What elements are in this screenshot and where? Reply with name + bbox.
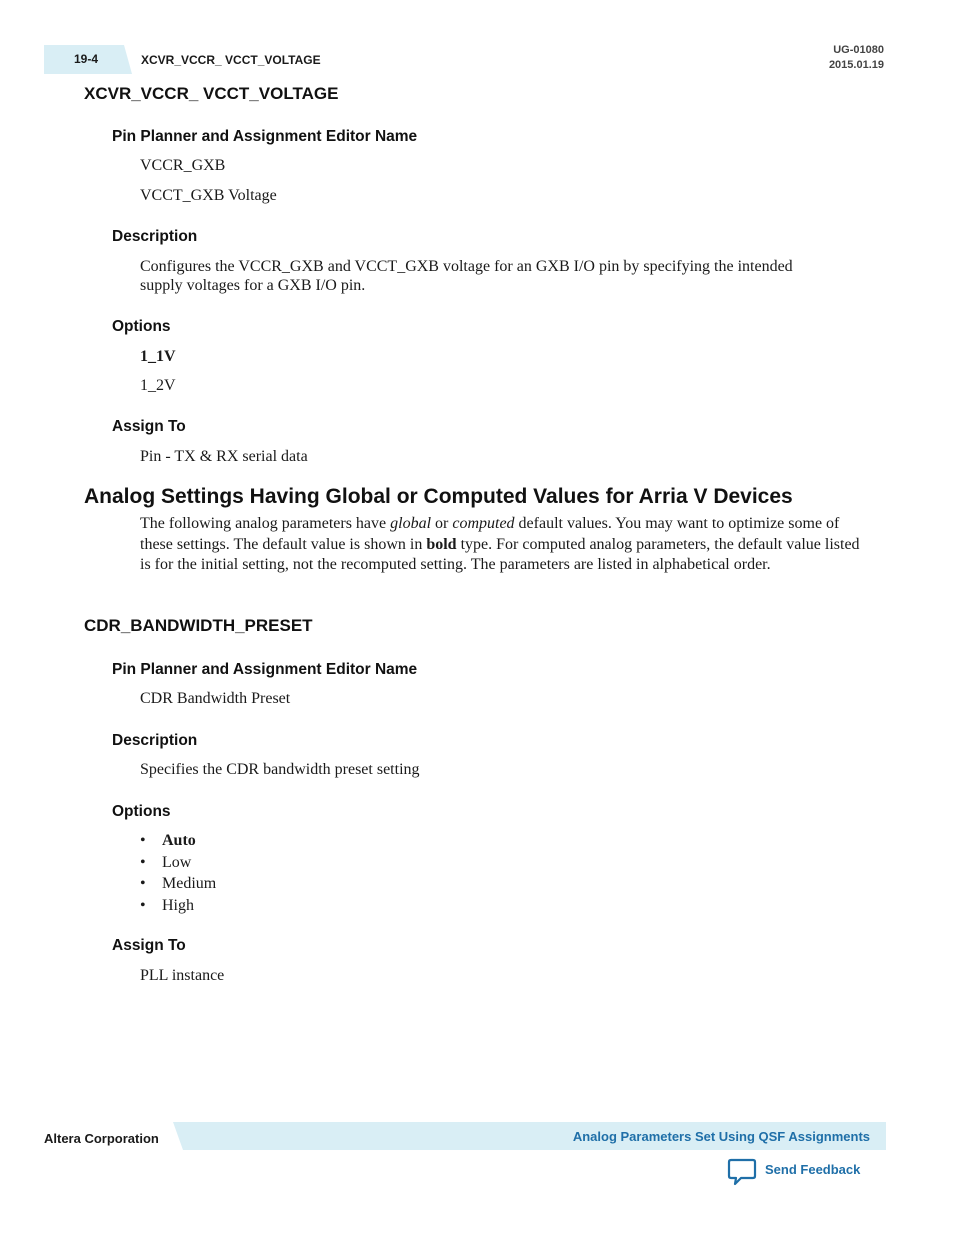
pin-planner-heading: Pin Planner and Assignment Editor Name bbox=[112, 661, 418, 678]
description-heading: Description bbox=[112, 732, 198, 749]
bullet-icon: • bbox=[140, 875, 146, 892]
options-heading: Options bbox=[112, 318, 171, 335]
assign-to-value: PLL instance bbox=[140, 967, 225, 984]
option-item: 1_2V bbox=[140, 377, 176, 394]
bold-term: bold bbox=[426, 535, 457, 553]
doc-id: UG-01080 bbox=[833, 44, 884, 56]
chapter-title-link[interactable]: Analog Parameters Set Using QSF Assignments bbox=[572, 1129, 870, 1144]
feedback-speech-bubble-icon[interactable] bbox=[727, 1158, 757, 1186]
send-feedback-link[interactable]: Send Feedback bbox=[765, 1162, 861, 1177]
description-heading: Description bbox=[112, 228, 198, 245]
options-list bbox=[140, 830, 216, 916]
doc-id-block bbox=[800, 43, 884, 73]
running-header-title: XCVR_VCCR_ VCCT_VOLTAGE bbox=[141, 53, 321, 67]
description-text-line1: Configures the VCCR_GXB and VCCT_GXB voltage for an GXB I/O pin by specifying the intended bbox=[140, 258, 793, 275]
list-item: • High bbox=[140, 895, 216, 917]
list-item: • Medium bbox=[140, 873, 216, 895]
computed-term: computed bbox=[452, 515, 515, 532]
editor-name: CDR Bandwidth Preset bbox=[140, 690, 291, 707]
bullet-icon: • bbox=[140, 853, 146, 871]
list-item: • Low bbox=[140, 852, 216, 874]
doc-date: 2015.01.19 bbox=[828, 59, 884, 71]
option-default: 1_1V bbox=[140, 348, 176, 365]
section-title-cdr: CDR_BANDWIDTH_PRESET bbox=[84, 616, 313, 635]
bullet-icon: • bbox=[140, 832, 146, 849]
options-heading: Options bbox=[112, 803, 171, 820]
assign-to-heading: Assign To bbox=[112, 418, 186, 435]
main-section-title: Analog Settings Having Global or Computed Values for Arria V Devices bbox=[84, 485, 793, 508]
editor-name-1: VCCR_GXB bbox=[140, 157, 226, 174]
intro-paragraph: The following analog parameters have global or computed default values. You may want to optimize some of these settings. The default value is shown in bold type. For computed analog parameters, the default value listed is for the initial setting, not the recomputed setting. The parameters are listed in alphabetical order. bbox=[140, 515, 860, 573]
assign-to-value: Pin - TX & RX serial data bbox=[140, 448, 308, 465]
global-term: global bbox=[390, 515, 432, 532]
description-text: Specifies the CDR bandwidth preset setting bbox=[140, 761, 420, 778]
section-title-xcvr: XCVR_VCCR_ VCCT_VOLTAGE bbox=[84, 84, 339, 103]
page-number: 19-4 bbox=[74, 52, 99, 66]
assign-to-heading: Assign To bbox=[112, 937, 186, 954]
list-item: • Auto bbox=[140, 830, 216, 852]
editor-name-2: VCCT_GXB Voltage bbox=[140, 187, 277, 204]
description-text-line2: supply voltages for a GXB I/O pin. bbox=[140, 277, 366, 294]
company-name: Altera Corporation bbox=[44, 1131, 159, 1146]
pin-planner-heading: Pin Planner and Assignment Editor Name bbox=[112, 128, 418, 145]
bullet-icon: • bbox=[140, 896, 146, 914]
